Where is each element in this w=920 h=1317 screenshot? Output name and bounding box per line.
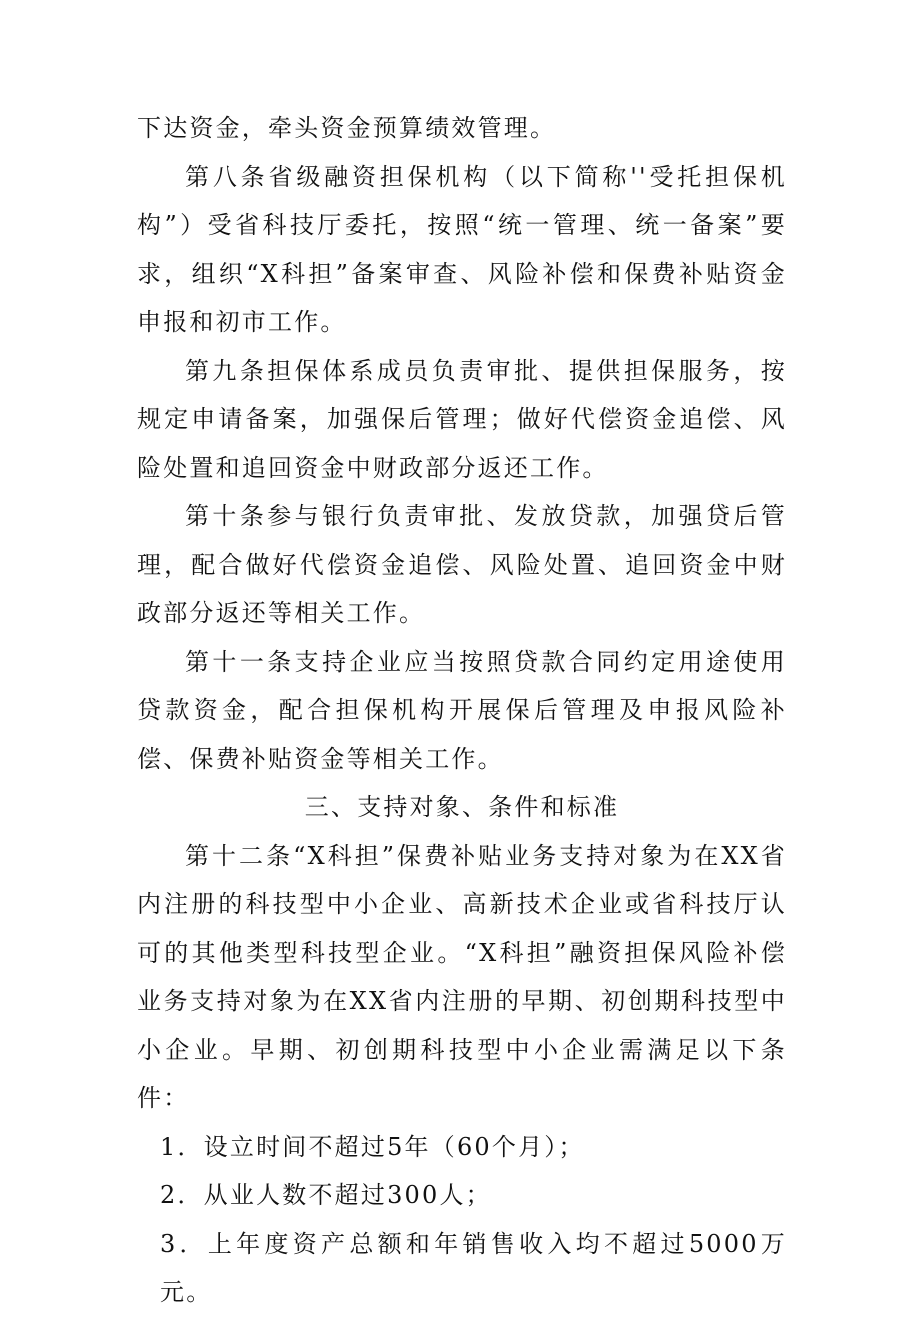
paragraph-article-8: 第八条省级融资担保机构（以下简称''受托担保机构”）受省科技厅委托，按照“统一管理、统一备案”要求，组织“X科担”备案审查、风险补偿和保费补贴资金申报和初市工作。 (137, 162, 787, 336)
list-item-1: 1．设立时间不超过5年（60个月）； (160, 1132, 585, 1161)
paragraph-article-10: 第十条参与银行负责审批、发放贷款，加强贷后管理，配合做好代偿资金追偿、风险处置、追回资金中财政部分返还等相关工作。 (137, 502, 787, 627)
paragraph-1: 下达资金，牵头资金预算绩效管理。 (137, 114, 557, 142)
list-item-3: 3．上年度资产总额和年销售收入均不超过5000万元。 (160, 1229, 787, 1306)
paragraph-article-12: 第十二条“X科担”保费补贴业务支持对象为在XX省内注册的科技型中小企业、高新技术企业或省科技厅认可的其他类型科技型企业。“X科担”融资担保风险补偿业务支持对象为在XX省内注册的早期、初创期科技型中小企业。早期、初创期科技型中小企业需满足以下条件： (137, 841, 787, 1112)
section-heading: 三、支持对象、条件和标准 (304, 793, 620, 821)
list-item-2: 2．从业人数不超过300人； (160, 1181, 492, 1209)
document-body (137, 104, 787, 1317)
paragraph-article-11: 第十一条支持企业应当按照贷款合同约定用途使用贷款资金，配合担保机构开展保后管理及申报风险补偿、保费补贴资金等相关工作。 (137, 647, 787, 773)
paragraph-article-9: 第九条担保体系成员负责审批、提供担保服务，按规定申请备案，加强保后管理；做好代偿资金追偿、风险处置和追回资金中财政部分返还工作。 (137, 356, 787, 482)
